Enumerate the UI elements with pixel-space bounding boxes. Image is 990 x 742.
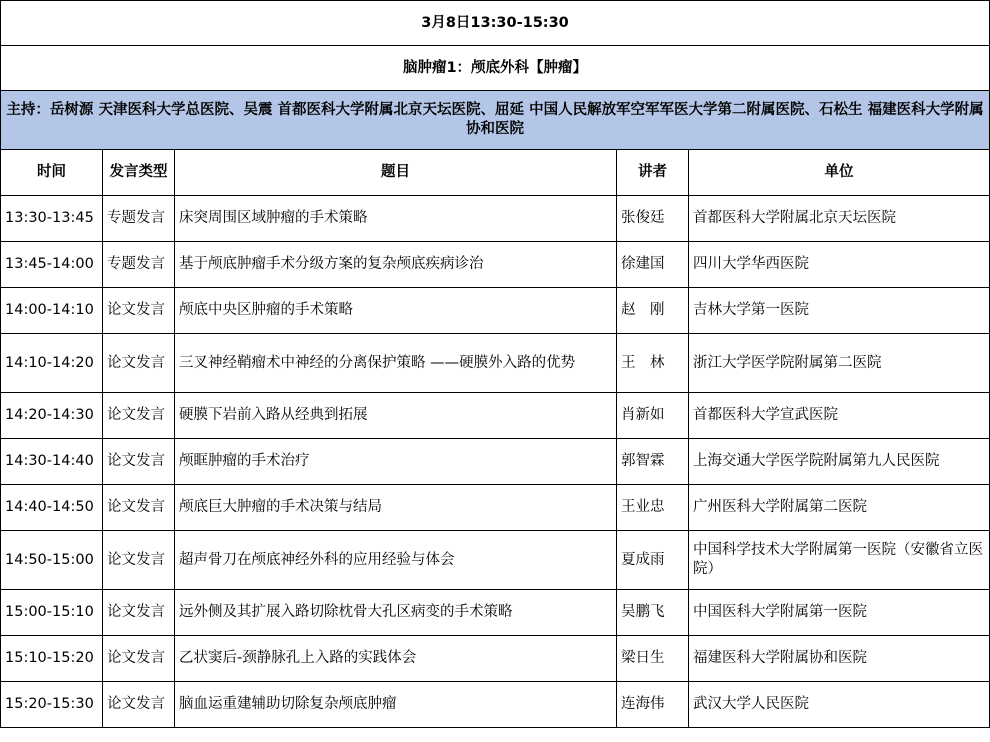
cell-type: 论文发言 — [103, 590, 175, 636]
cell-org: 四川大学华西医院 — [689, 242, 990, 288]
cell-topic: 颅眶肿瘤的手术治疗 — [175, 439, 617, 485]
cell-time: 15:10-15:20 — [1, 636, 103, 682]
cell-time: 14:40-14:50 — [1, 485, 103, 531]
cell-topic: 床突周围区域肿瘤的手术策略 — [175, 196, 617, 242]
cell-speaker: 张俊廷 — [617, 196, 689, 242]
table-row — [1, 393, 990, 439]
cell-org: 首都医科大学附属北京天坛医院 — [689, 196, 990, 242]
cell-topic: 三叉神经鞘瘤术中神经的分离保护策略 ——硬膜外入路的优势 — [175, 334, 617, 393]
cell-org: 上海交通大学医学院附属第九人民医院 — [689, 439, 990, 485]
cell-time: 13:30-13:45 — [1, 196, 103, 242]
hosts-row — [1, 91, 990, 150]
table-row — [1, 485, 990, 531]
cell-topic: 脑血运重建辅助切除复杂颅底肿瘤 — [175, 682, 617, 728]
cell-type: 论文发言 — [103, 334, 175, 393]
cell-time: 14:50-15:00 — [1, 531, 103, 590]
column-header-org: 单位 — [689, 150, 990, 196]
table-row — [1, 531, 990, 590]
cell-speaker: 梁日生 — [617, 636, 689, 682]
table-row — [1, 682, 990, 728]
cell-topic: 硬膜下岩前入路从经典到拓展 — [175, 393, 617, 439]
cell-speaker: 肖新如 — [617, 393, 689, 439]
table-row — [1, 288, 990, 334]
cell-speaker: 王业忠 — [617, 485, 689, 531]
cell-topic: 颅底巨大肿瘤的手术决策与结局 — [175, 485, 617, 531]
cell-speaker: 夏成雨 — [617, 531, 689, 590]
column-header-time: 时间 — [1, 150, 103, 196]
table-row — [1, 636, 990, 682]
cell-topic: 远外侧及其扩展入路切除枕骨大孔区病变的手术策略 — [175, 590, 617, 636]
cell-speaker: 徐建国 — [617, 242, 689, 288]
cell-topic: 基于颅底肿瘤手术分级方案的复杂颅底疾病诊治 — [175, 242, 617, 288]
cell-type: 专题发言 — [103, 242, 175, 288]
cell-time: 15:00-15:10 — [1, 590, 103, 636]
cell-topic: 颅底中央区肿瘤的手术策略 — [175, 288, 617, 334]
cell-type: 论文发言 — [103, 439, 175, 485]
cell-org: 首都医科大学宣武医院 — [689, 393, 990, 439]
table-row — [1, 242, 990, 288]
cell-type: 论文发言 — [103, 288, 175, 334]
cell-speaker: 王 林 — [617, 334, 689, 393]
date-header: 3月8日13:30-15:30 — [1, 1, 990, 46]
cell-speaker: 吴鹏飞 — [617, 590, 689, 636]
cell-speaker: 连海伟 — [617, 682, 689, 728]
cell-type: 论文发言 — [103, 682, 175, 728]
hosts-text: 主持：岳树源 天津医科大学总医院、吴震 首都医科大学附属北京天坛医院、屈延 中国人民解放军空军军医大学第二附属医院、石松生 福建医科大学附属协和医院 — [1, 91, 990, 150]
cell-type: 论文发言 — [103, 531, 175, 590]
cell-org: 广州医科大学附属第二医院 — [689, 485, 990, 531]
date-header-row — [1, 1, 990, 46]
table-row — [1, 590, 990, 636]
session-title-row — [1, 46, 990, 91]
cell-type: 专题发言 — [103, 196, 175, 242]
column-header-speaker: 讲者 — [617, 150, 689, 196]
cell-org: 吉林大学第一医院 — [689, 288, 990, 334]
cell-time: 14:20-14:30 — [1, 393, 103, 439]
cell-type: 论文发言 — [103, 636, 175, 682]
cell-time: 13:45-14:00 — [1, 242, 103, 288]
cell-time: 15:20-15:30 — [1, 682, 103, 728]
table-row — [1, 439, 990, 485]
cell-topic: 乙状窦后-颈静脉孔上入路的实践体会 — [175, 636, 617, 682]
session-title: 脑肿瘤1：颅底外科【肿瘤】 — [1, 46, 990, 91]
cell-topic: 超声骨刀在颅底神经外科的应用经验与体会 — [175, 531, 617, 590]
cell-org: 中国医科大学附属第一医院 — [689, 590, 990, 636]
cell-time: 14:30-14:40 — [1, 439, 103, 485]
cell-org: 浙江大学医学院附属第二医院 — [689, 334, 990, 393]
cell-type: 论文发言 — [103, 485, 175, 531]
cell-speaker: 郭智霖 — [617, 439, 689, 485]
cell-type: 论文发言 — [103, 393, 175, 439]
column-header-topic: 题目 — [175, 150, 617, 196]
column-header-type: 发言类型 — [103, 150, 175, 196]
column-header-row — [1, 150, 990, 196]
cell-org: 福建医科大学附属协和医院 — [689, 636, 990, 682]
cell-org: 中国科学技术大学附属第一医院（安徽省立医院） — [689, 531, 990, 590]
cell-time: 14:00-14:10 — [1, 288, 103, 334]
table-row — [1, 196, 990, 242]
cell-speaker: 赵 刚 — [617, 288, 689, 334]
table-row — [1, 334, 990, 393]
cell-time: 14:10-14:20 — [1, 334, 103, 393]
cell-org: 武汉大学人民医院 — [689, 682, 990, 728]
